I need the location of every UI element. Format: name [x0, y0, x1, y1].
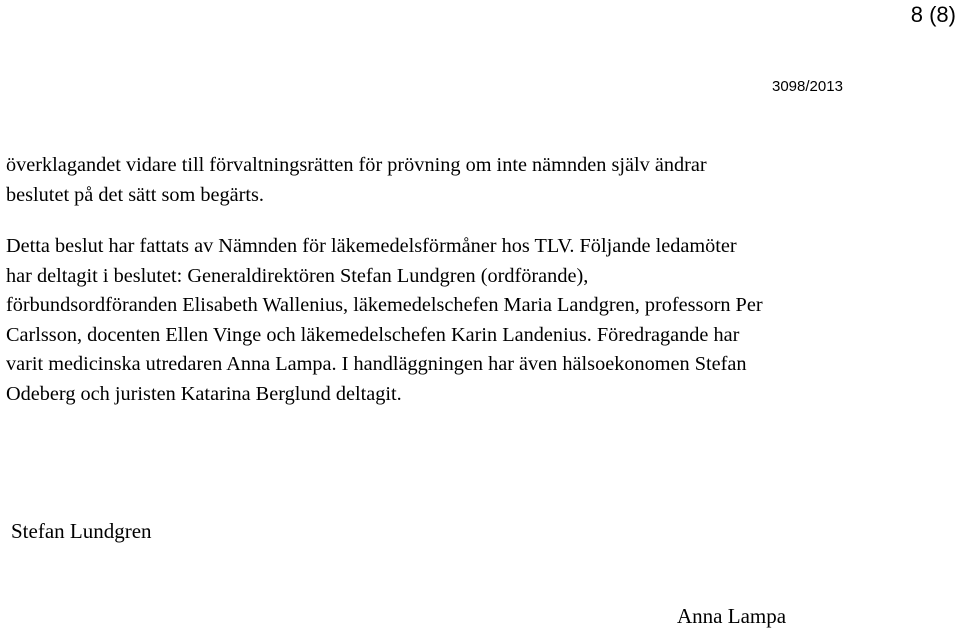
- signature-anna-lampa: Anna Lampa: [677, 604, 787, 628]
- signature-stefan-lundgren: Stefan Lundgren: [11, 519, 152, 543]
- paragraph-appeal: [6, 151, 951, 210]
- document-reference: 3098/2013: [772, 78, 843, 95]
- paragraph-line: förbundsordföranden Elisabeth Wallenius, läkemedelschefen Maria Landgren, professorn Per: [6, 294, 763, 316]
- page-number: 8 (8): [910, 2, 956, 27]
- paragraph-line: beslutet på det sätt som begärts.: [6, 183, 264, 206]
- paragraph-decision-makers: [6, 232, 951, 409]
- paragraph-line: Odeberg och juristen Katarina Berglund deltagit.: [6, 382, 402, 405]
- paragraph-line: Detta beslut har fattats av Nämnden för läkemedelsförmåner hos TLV. Följande ledamöter: [6, 235, 737, 257]
- paragraph-line: varit medicinska utredaren Anna Lampa. I handläggningen har även hälsoekonomen Stefan: [6, 353, 747, 375]
- paragraph-line: Carlsson, docenten Ellen Vinge och läkemedelschefen Karin Landenius. Föredragande har: [6, 323, 740, 346]
- paragraph-line: överklagandet vidare till förvaltningsrätten för prövning om inte nämnden själv ändrar: [6, 154, 707, 176]
- paragraph-line: har deltagit i beslutet: Generaldirektören Stefan Lundgren (ordförande),: [6, 264, 589, 287]
